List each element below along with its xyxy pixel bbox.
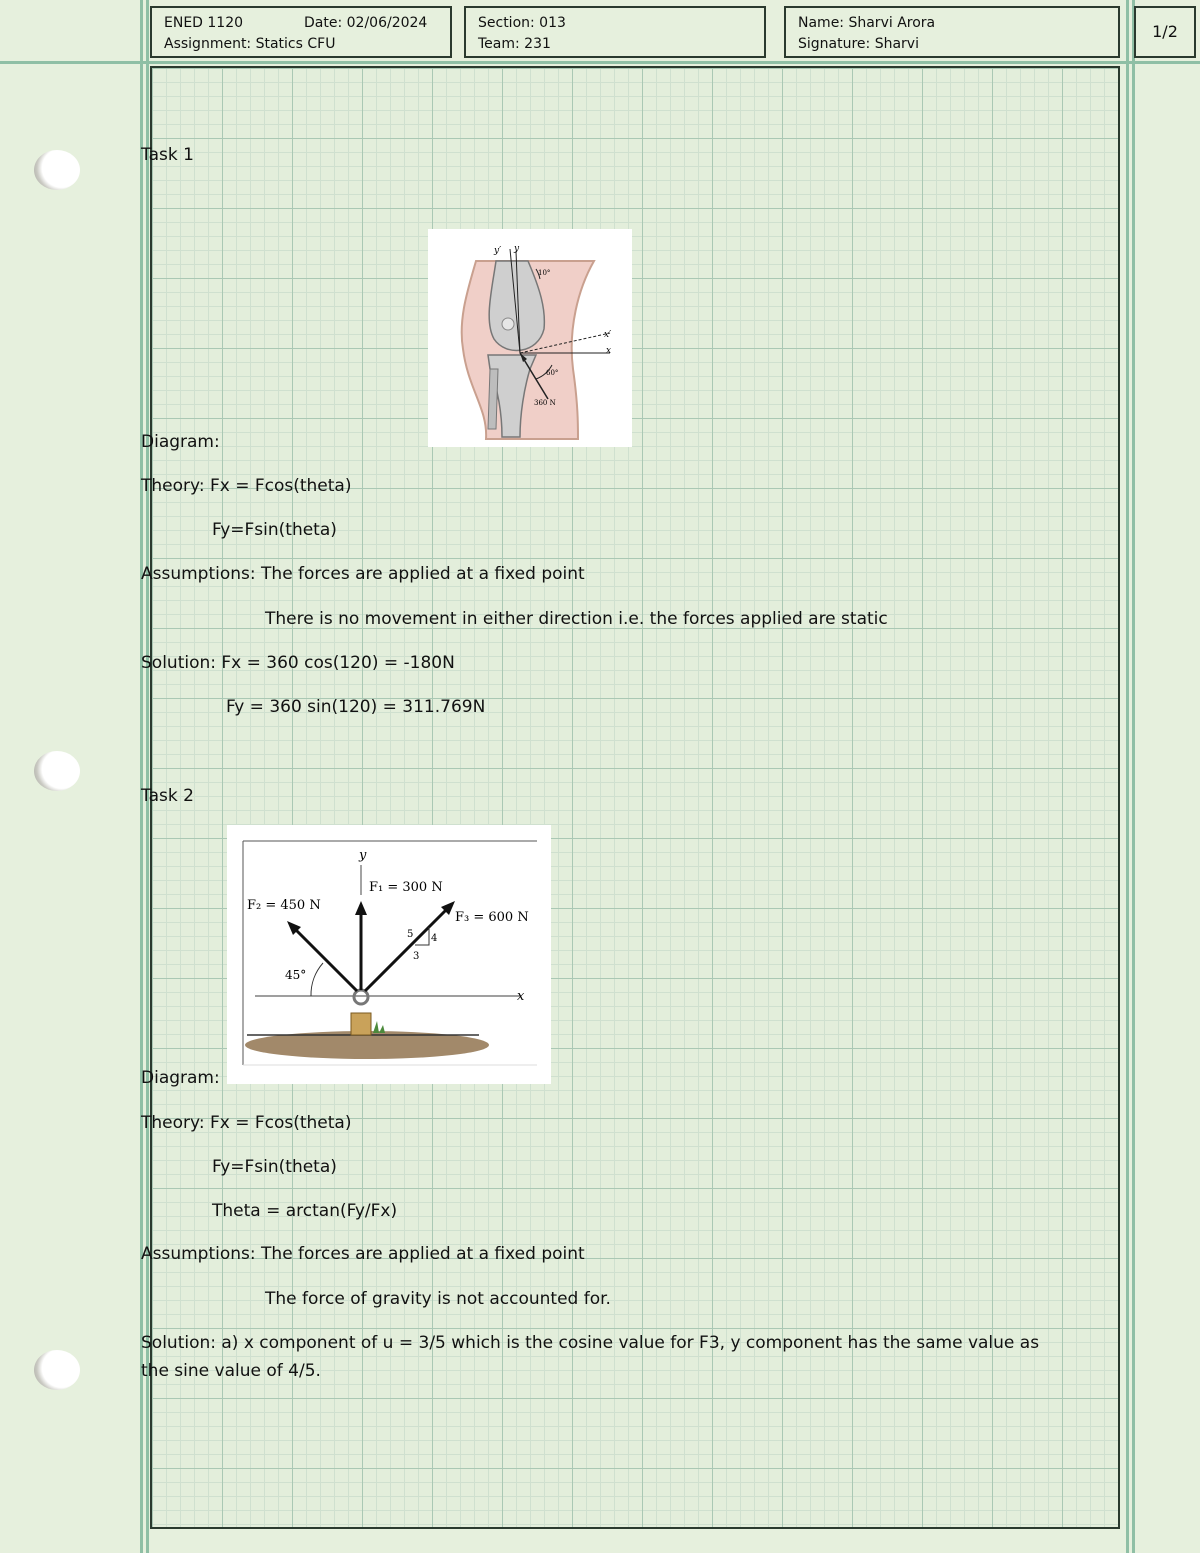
task2-theory-theta: Theta = arctan(Fy/Fx) bbox=[212, 1201, 398, 1221]
task1-solution-fy: Fy = 360 sin(120) = 311.769N bbox=[226, 697, 486, 717]
binder-hole bbox=[34, 751, 80, 791]
header-course-box bbox=[150, 6, 452, 58]
knee-figure bbox=[428, 229, 632, 447]
binder-hole bbox=[34, 1350, 80, 1390]
theory-formula-fx: Fx = Fcos(theta) bbox=[204, 476, 352, 496]
slope-3-label: 3 bbox=[413, 951, 420, 962]
margin-rule-right bbox=[1126, 0, 1129, 1553]
margin-rule-left bbox=[140, 0, 143, 1553]
assumption-1: The forces are applied at a fixed point bbox=[255, 1244, 585, 1264]
page-number-box bbox=[1134, 6, 1196, 58]
y-prime-label: y′ bbox=[494, 246, 502, 256]
y-axis-label: y bbox=[359, 848, 367, 863]
task2-solution-line-2: the sine value of 4/5. bbox=[141, 1361, 321, 1381]
task2-title: Task 2 bbox=[141, 786, 194, 806]
knee-diagram bbox=[428, 229, 632, 447]
forces-diagram bbox=[227, 825, 551, 1084]
f3-label: F₃ = 600 N bbox=[455, 910, 529, 925]
x-axis-label: x bbox=[517, 989, 525, 1004]
f1-label: F₁ = 300 N bbox=[369, 880, 443, 895]
y-label: y bbox=[514, 244, 520, 254]
header-section-box bbox=[464, 6, 766, 58]
assumption-1: The forces are applied at a fixed point bbox=[255, 564, 585, 584]
assignment-text: Assignment: Statics CFU bbox=[164, 36, 336, 52]
task1-theory-fy: Fy=Fsin(theta) bbox=[212, 520, 337, 540]
task1-title: Task 1 bbox=[141, 145, 194, 165]
task1-assumptions bbox=[141, 564, 585, 584]
task2-solution bbox=[141, 1333, 1039, 1353]
task2-theory bbox=[141, 1113, 352, 1133]
assumptions-label: Assumptions: bbox=[141, 564, 256, 584]
task2-assumption-2: The force of gravity is not accounted for. bbox=[265, 1289, 611, 1309]
angle-10-label: 10° bbox=[538, 269, 551, 277]
task2-assumptions bbox=[141, 1244, 585, 1264]
solution-label: Solution: bbox=[141, 653, 216, 673]
forces-figure bbox=[227, 825, 551, 1084]
assumptions-label: Assumptions: bbox=[141, 1244, 256, 1264]
task2-theory-fy: Fy=Fsin(theta) bbox=[212, 1157, 337, 1177]
slope-5-label: 5 bbox=[407, 929, 414, 940]
theory-formula-fx: Fx = Fcos(theta) bbox=[204, 1113, 352, 1133]
date-text: Date: 02/06/2024 bbox=[304, 15, 428, 31]
solution-line-1: a) x component of u = 3/5 which is the cosine value for F3, y component has the same value as bbox=[215, 1333, 1040, 1353]
header-name-box bbox=[784, 6, 1120, 58]
task1-diagram-label: Diagram: bbox=[141, 432, 220, 452]
name-text: Name: Sharvi Arora bbox=[798, 15, 936, 31]
f2-label: F₂ = 450 N bbox=[247, 898, 321, 913]
section-text: Section: 013 bbox=[478, 15, 566, 31]
angle-45-label: 45° bbox=[285, 968, 307, 982]
page-number: 1/2 bbox=[1152, 22, 1178, 41]
solution-fx: Fx = 360 cos(120) = -180N bbox=[215, 653, 455, 673]
theory-label: Theory: bbox=[141, 476, 205, 496]
course-code: ENED 1120 bbox=[164, 15, 244, 31]
force-360-label: 360 N bbox=[534, 399, 556, 407]
slope-4-label: 4 bbox=[431, 933, 438, 944]
task1-assumption-2: There is no movement in either direction i.e. the forces applied are static bbox=[265, 609, 888, 629]
x-prime-label: x′ bbox=[604, 330, 612, 340]
x-label: x bbox=[606, 346, 612, 356]
grid-sheet bbox=[150, 66, 1120, 1529]
theory-label: Theory: bbox=[141, 1113, 205, 1133]
header-rule bbox=[0, 61, 1200, 64]
task1-theory bbox=[141, 476, 352, 496]
binder-hole bbox=[34, 150, 80, 190]
signature-text: Signature: Sharvi bbox=[798, 36, 919, 52]
margin-rule-left-inner bbox=[146, 0, 149, 1553]
task2-diagram-label: Diagram: bbox=[141, 1068, 220, 1088]
angle-60-label: 60° bbox=[546, 369, 559, 377]
margin-rule-right-inner bbox=[1132, 0, 1135, 1553]
team-text: Team: 231 bbox=[478, 36, 551, 52]
task1-solution bbox=[141, 653, 455, 673]
solution-label: Solution: bbox=[141, 1333, 216, 1353]
